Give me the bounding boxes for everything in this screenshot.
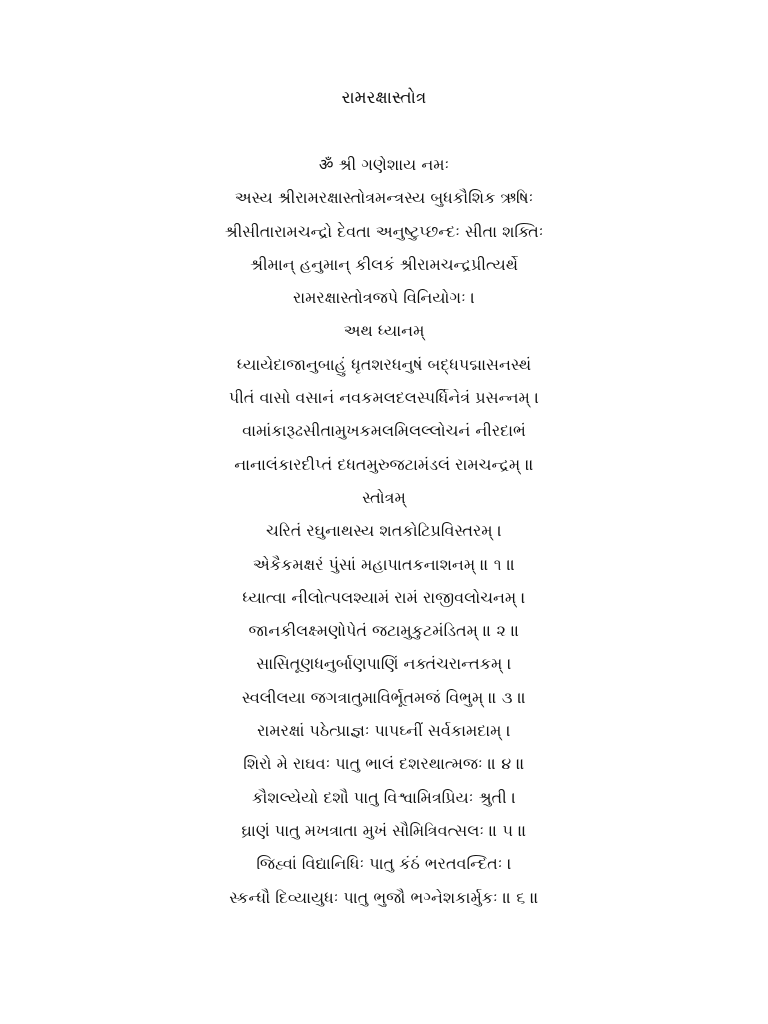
verse-line: સ્કન્ધૌ દિવ્યાયુધઃ પાતુ ભુજૌ ભગ્નેશકાર્મુકઃ ॥ ૬ ॥: [229, 887, 539, 907]
verse-line: ધ્યાત્વા નીલોત્પલશ્યામં રામં રાજીવલોચનમ્ ।: [242, 587, 526, 607]
verse-line: પીતં વાસો વસાનં નવકમલદલસ્પર્ધિનેત્રં પ્રસન્નમ્ ।: [228, 388, 540, 408]
verse-list: [0, 151, 768, 917]
section-heading-stotram: સ્તોત્રમ્: [362, 487, 406, 507]
verse-line: શિરો મે રાઘવઃ પાતુ ભાલં દશરથાત્મજઃ ॥ ૪ ॥: [243, 754, 525, 774]
verse-line: ધ્યાયેદાજાનુબાહું ધૃતશરધનુષં બદ્ધપદ્માસનસ્થં: [236, 354, 532, 374]
verse-line: કૌશલ્યેયો દશૌ પાતુ વિશ્વામિત્રપ્રિયઃ શ્રુતી ।: [251, 787, 517, 807]
verse-line: શ્રીસીતારામચન્દ્રો દેવતા અનુષ્ટુપ્છન્દઃ સીતા શક્તિઃ: [224, 221, 544, 241]
page-title: રામરક્ષાસ્તોત્ર: [341, 88, 427, 108]
verse-line: સ્વલીલયા જગત્રાતુમાવિર્ભૂતમજં વિભુમ્ ॥ ૩ ॥: [241, 687, 527, 707]
section-heading-dhyanam: અથ ધ્યાનમ્: [343, 321, 425, 341]
verse-line: જિહ્વાં વિદ્યાનિધિઃ પાતુ કંઠં ભરતવન્દિતઃ ।: [256, 854, 512, 874]
verse-line: જાનકીલક્ષ્મણોપેતં જટામુકુટમંડિતમ્ ॥ ૨ ॥: [248, 621, 520, 641]
verse-line: રામરક્ષાં પઠેત્પ્રાજ્ઞઃ પાપઘ્નીં સર્વકામદામ્ ।: [257, 721, 511, 741]
verse-line: ઘ્રાણં પાતુ મખત્રાતા મુખં સૌમિત્રિવત્સલઃ ॥ ૫ ॥: [241, 820, 527, 840]
verse-line: ચરિતં રઘુનાથસ્ય શતકોટિપ્રવિસ્તરમ્ ।: [266, 521, 502, 541]
verse-line: અસ્ય શ્રીરામરક્ષાસ્તોત્રમન્ત્રસ્ય બુધકૌશિક ઋષિઃ: [234, 188, 534, 208]
verse-line: શ્રીમાન્ હનુમાન્ કીલકં શ્રીરામચન્દ્રપ્રીત્યર્થે: [249, 254, 519, 274]
verse-line: રામરક્ષાસ્તોત્રજપે વિનિયોગઃ ।: [292, 288, 476, 308]
verse-line: એકૈકમક્ષરં પુંસાં મહાપાતકનાશનમ્ ॥ ૧ ॥: [252, 554, 516, 574]
verse-line: નાનાલંકારદીપ્તં દધતમુરુજટામંડલં રામચન્દ્રમ્ ॥: [234, 454, 534, 474]
verse-line: સાસિતૂણધનુર્બાણપાણિં નક્તંચરાન્તકમ્ ।: [256, 654, 512, 674]
invocation-line: ॐ શ્રી ગણેશાય નમઃ: [318, 155, 450, 174]
verse-line: વામાંકારૂઢસીતામુખકમલમિલલ્લોચનં નીરદાભં: [242, 421, 526, 441]
